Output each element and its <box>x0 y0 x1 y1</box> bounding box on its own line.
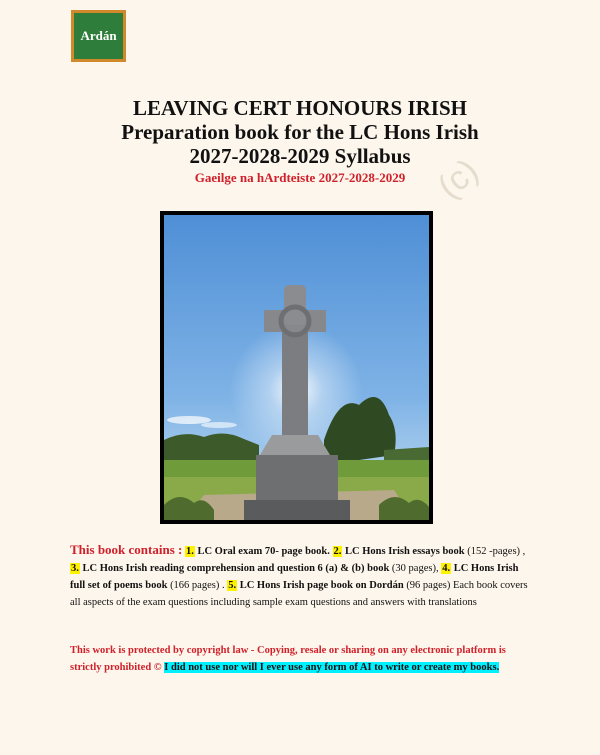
item-5-pages: (96 pages) <box>406 580 451 591</box>
ardan-logo <box>71 10 126 62</box>
item-4-pages: (166 pages) . <box>170 580 225 591</box>
copyright-paragraph <box>70 642 530 676</box>
celtic-cross-photo <box>164 215 429 520</box>
logo-text: Ardán <box>80 28 117 43</box>
svg-text:(c): (c) <box>430 151 486 207</box>
item-number-2: 2. <box>333 546 342 557</box>
book-contents-paragraph <box>70 541 530 611</box>
copyright-text: This work is protected by copyright law - Copying, resale or sharing on any electronic platform is strictly prohibited © <box>70 645 506 673</box>
item-number-5: 5. <box>228 580 237 591</box>
item-number-3: 3. <box>71 563 79 574</box>
item-2-pages: (152 -pages) , <box>467 546 526 557</box>
item-5: LC Hons Irish page book on Dordán <box>239 580 404 591</box>
title-block <box>0 96 600 186</box>
title-line-2: Preparation book for the LC Hons Irish <box>121 120 479 144</box>
item-number-1: 1. <box>185 546 194 557</box>
item-number-4: 4. <box>442 563 451 574</box>
item-1: LC Oral exam 70- page book. <box>197 546 330 557</box>
item-3-pages: (30 pages), <box>391 563 439 574</box>
item-3: LC Hons Irish reading comprehension and question 6 (a) & (b) book <box>82 563 390 574</box>
ai-statement: I did not use nor will I ever use any form of AI to write or create my books. <box>164 662 500 673</box>
item-4: LC Hons Irish full set of poems book <box>70 563 519 591</box>
title-line-irish: Gaeilge na hArdteiste 2027-2028-2029 <box>194 170 406 185</box>
title-line-1: LEAVING CERT HONOURS IRISH <box>133 96 467 120</box>
contents-lead: This book contains : <box>70 542 183 557</box>
item-2: LC Hons Irish essays book <box>345 546 465 557</box>
title-line-3: 2027-2028-2029 Syllabus <box>189 144 411 168</box>
contents-tail: Each book covers all aspects of the exam questions including sample exam questions and answers with translations <box>70 580 528 608</box>
cover-photo-frame <box>160 211 433 524</box>
